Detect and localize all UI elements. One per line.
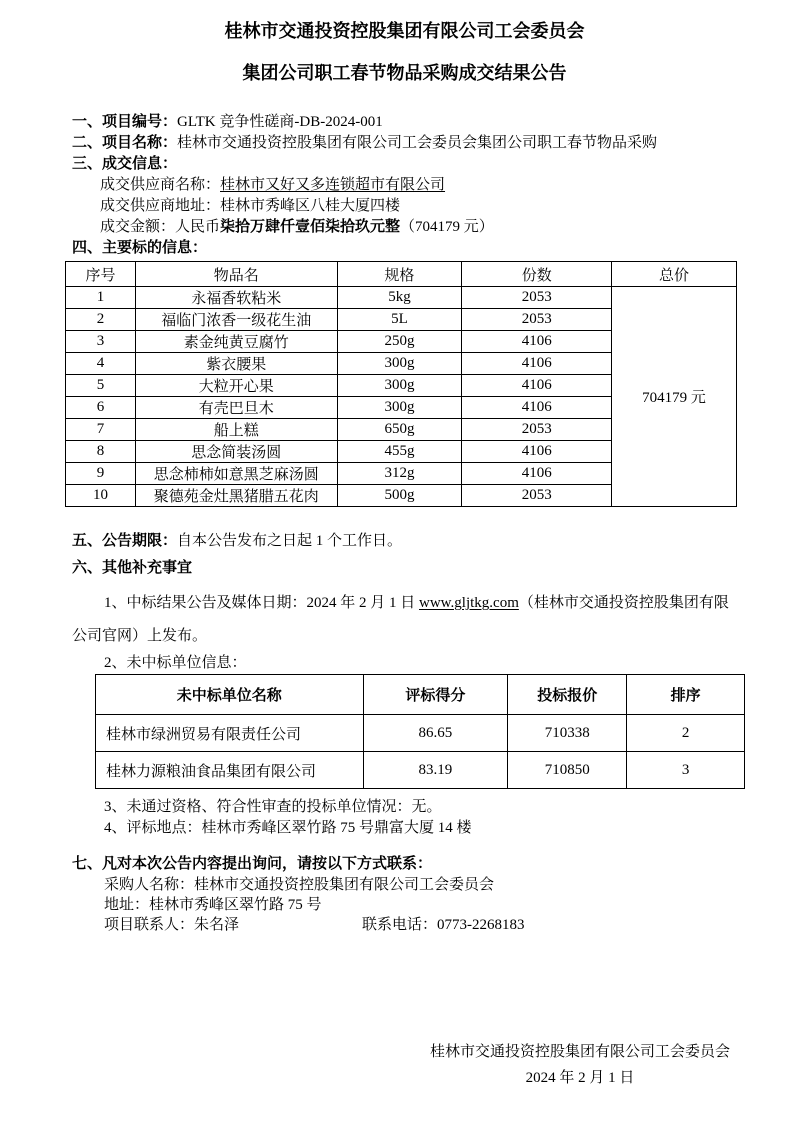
- deal-amount-label: 成交金额：: [100, 219, 176, 235]
- item-row: 6 有壳巴旦木 300g 4106: [66, 397, 737, 419]
- signature-org: 桂林市交通投资控股集团有限公司工会委员会: [429, 1044, 730, 1060]
- project-name-line: [72, 133, 737, 154]
- official-website-link[interactable]: www.gljtkg.com: [419, 595, 519, 611]
- items-col-qty: 份数: [462, 262, 612, 287]
- evaluation-location-line: 4、评标地点：桂林市秀峰区翠竹路 75 号鼎富大厦 14 楼: [104, 820, 472, 836]
- item-row: 10 聚德苑金灶黑猪腊五花肉 500g 2053: [66, 485, 737, 507]
- item-row: 2 福临门浓香一级花生油 5L 2053: [66, 309, 737, 331]
- bidders-col-rank: 排序: [627, 675, 745, 715]
- supplier-address-label: 成交供应商地址：: [100, 198, 221, 214]
- deal-amount-numeric: （704179 元）: [400, 219, 494, 235]
- contact-phone: 联系电话：0773-2268183: [362, 917, 525, 933]
- project-number-label: 一、项目编号：: [72, 114, 178, 130]
- item-row: 8 思念简装汤圆 455g 4106: [66, 441, 737, 463]
- supplier-name-value: 桂林市又好又多连锁超市有限公司: [220, 177, 446, 193]
- items-col-spec: 规格: [337, 262, 462, 287]
- supplementary-heading: 六、其他补充事宜: [72, 560, 193, 576]
- supplier-address-value: 桂林市秀峰区八桂大厦四楼: [220, 198, 401, 214]
- items-col-name: 物品名: [135, 262, 337, 287]
- signature-date: 2024 年 2 月 1 日: [525, 1070, 635, 1086]
- project-name-label: 二、项目名称：: [72, 135, 178, 151]
- unqualified-bidders-line: 3、未通过资格、符合性审查的投标单位情况：无。: [104, 799, 442, 815]
- item-row: 4 紫衣腰果 300g 4106: [66, 353, 737, 375]
- losing-bidders-table: [95, 674, 745, 789]
- losing-bidders-heading: 2、未中标单位信息：: [104, 655, 247, 671]
- contact-person-line: [72, 915, 737, 935]
- items-table-header-row: [66, 262, 737, 287]
- item-row: 9 思念柿柿如意黑芝麻汤圆 312g 4106: [66, 463, 737, 485]
- deal-amount-chinese: 柒拾万肆仟壹佰柒拾玖元整: [220, 219, 401, 235]
- notice-period-value: 自本公告发布之日起 1 个工作日。: [177, 533, 403, 549]
- contact-section-heading: 七、凡对本次公告内容提出询问，请按以下方式联系：: [72, 856, 433, 872]
- items-total-price-cell: 704179 元: [612, 287, 737, 507]
- doc-subtitle: 集团公司职工春节物品采购成交结果公告: [242, 63, 567, 83]
- bidder-row: 桂林市绿洲贸易有限责任公司 86.65 710338 2: [96, 715, 745, 752]
- bidders-col-name: 未中标单位名称: [96, 675, 364, 715]
- supplier-name-label: 成交供应商名称：: [100, 177, 221, 193]
- bidder-row: 桂林力源粮油食品集团有限公司 83.19 710850 3: [96, 752, 745, 789]
- deal-info-heading: 三、成交信息：: [72, 156, 178, 172]
- bidders-table-header-row: [96, 675, 745, 715]
- bidders-col-score: 评标得分: [363, 675, 508, 715]
- supplier-name-line: [72, 175, 737, 196]
- item-row: 5 大粒开心果 300g 4106: [66, 375, 737, 397]
- signature-block: [430, 1039, 730, 1091]
- project-number-value: GLTK 竞争性磋商-DB-2024-001: [177, 114, 383, 130]
- item-row: 7 船上糕 650g 2053: [66, 419, 737, 441]
- notice-period-line: [72, 531, 737, 552]
- buyer-name-line: 采购人名称：桂林市交通投资控股集团有限公司工会委员会: [104, 877, 495, 893]
- doc-title: 桂林市交通投资控股集团有限公司工会委员会: [224, 21, 585, 41]
- buyer-address-line: 地址：桂林市秀峰区翠竹路 75 号: [104, 897, 322, 913]
- item-row: 3 素金纯黄豆腐竹 250g 4106: [66, 331, 737, 353]
- notice-period-label: 五、公告期限：: [72, 533, 178, 549]
- item-row: 1 永福香软粘米 5kg 2053 704179 元: [66, 287, 737, 309]
- project-number-line: [72, 112, 737, 133]
- contact-person: 项目联系人：朱名泽: [104, 917, 240, 933]
- items-col-total: 总价: [612, 262, 737, 287]
- items-heading: 四、主要标的信息：: [72, 240, 208, 256]
- items-table: [65, 261, 737, 507]
- project-name-value: 桂林市交通投资控股集团有限公司工会委员会集团公司职工春节物品采购: [177, 135, 658, 151]
- deal-amount-prefix: 人民币: [175, 219, 221, 235]
- bidders-col-price: 投标报价: [508, 675, 627, 715]
- deal-amount-line: [72, 217, 737, 238]
- publish-info-paragraph: 1、中标结果公告及媒体日期：2024 年 2 月 1 日 www.gljtkg.com（桂林市交通投资控股集团有限公司官网）上发布。: [72, 595, 729, 644]
- items-col-no: 序号: [66, 262, 136, 287]
- supplier-address-line: [72, 196, 737, 217]
